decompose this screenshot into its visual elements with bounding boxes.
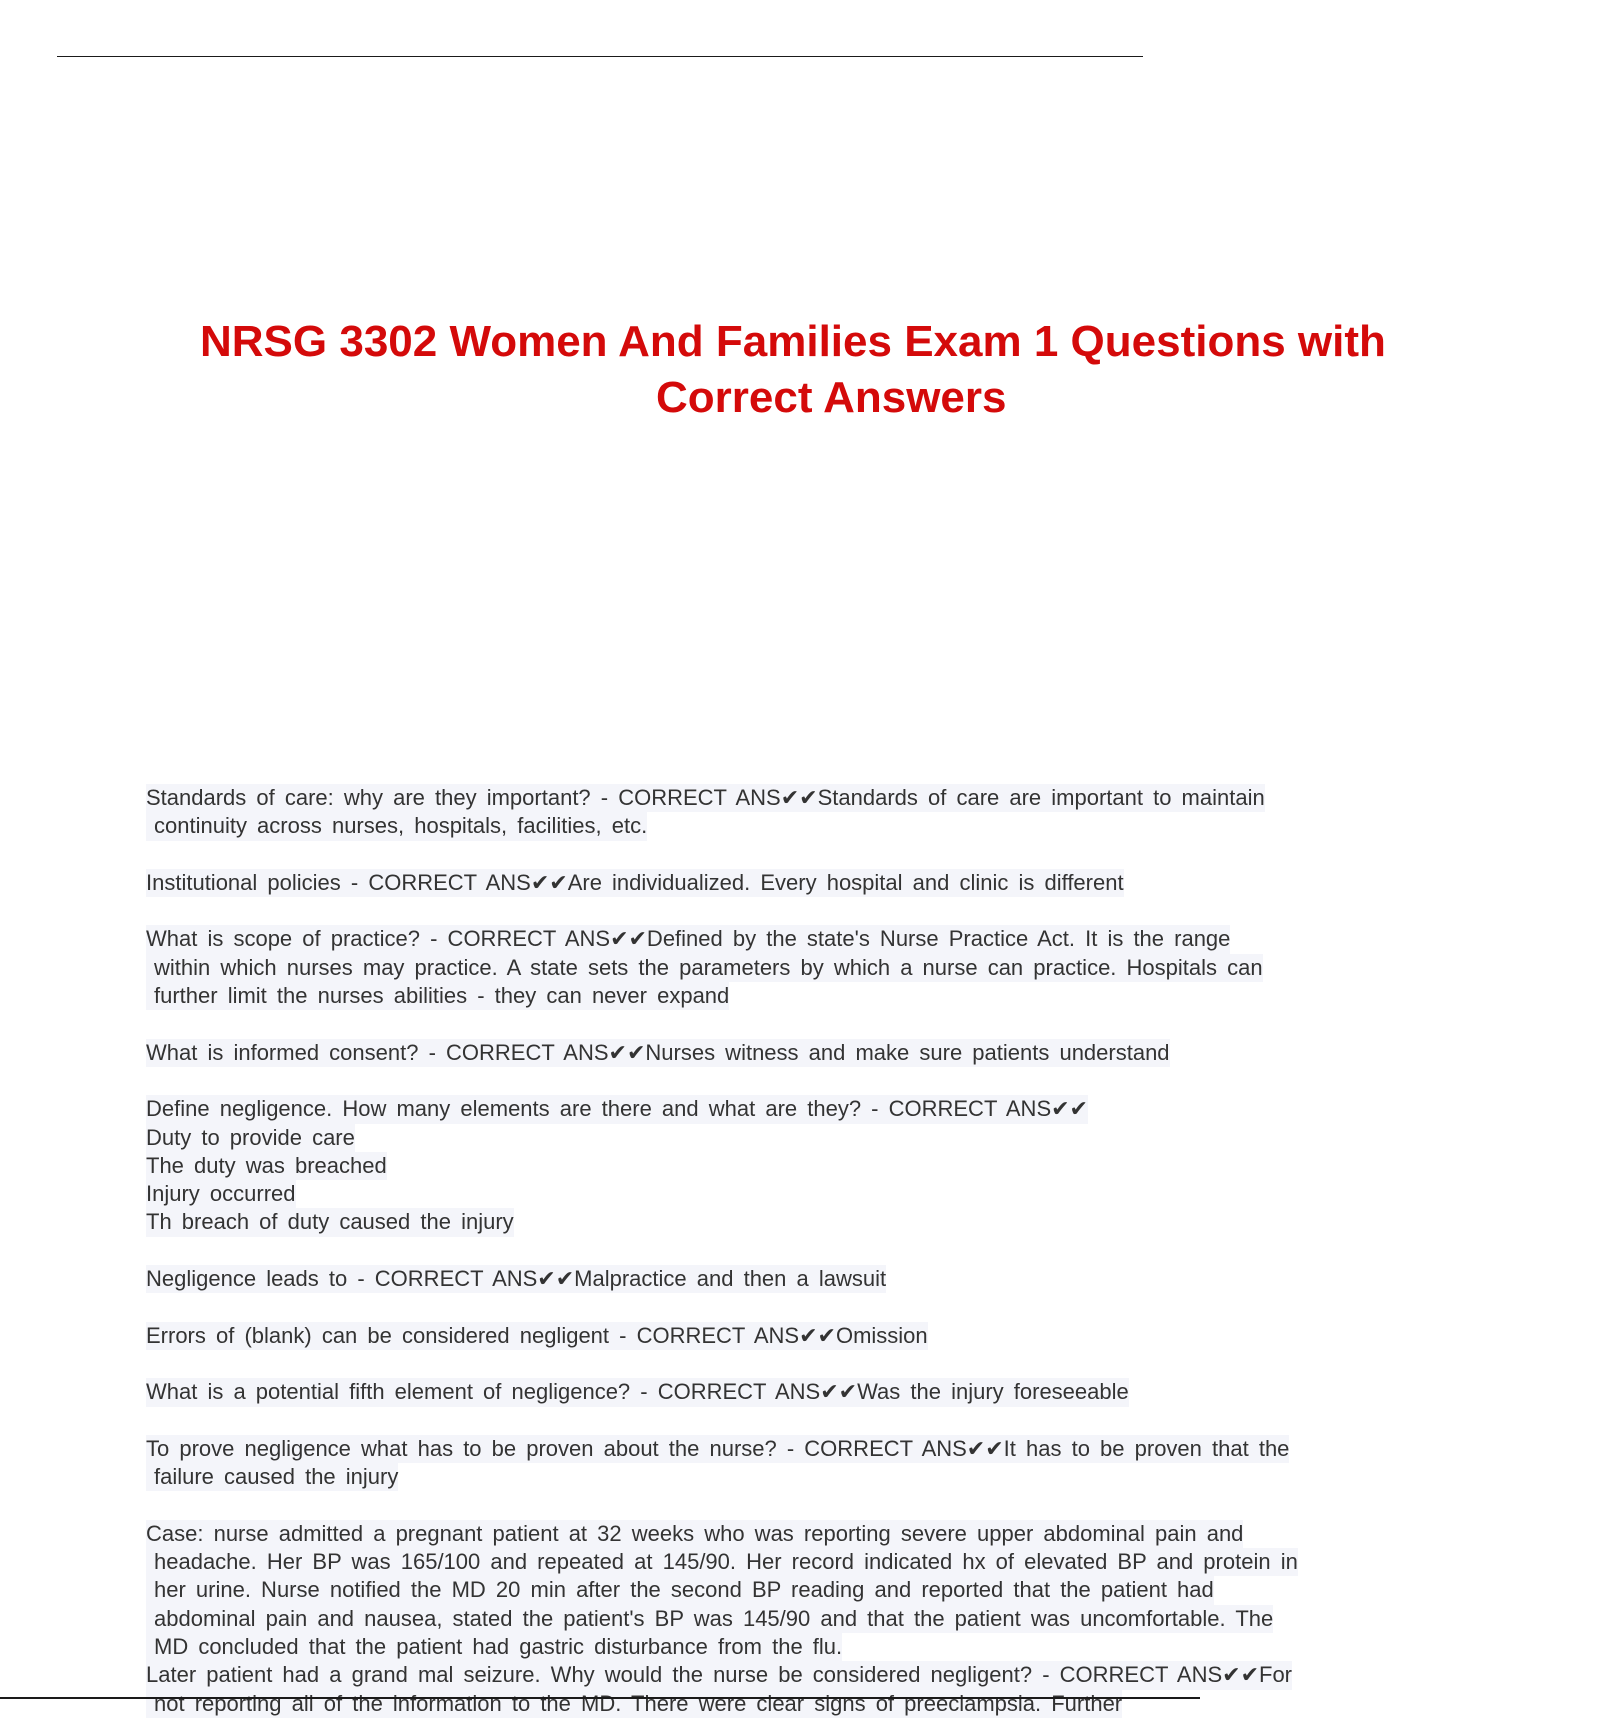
qa-line: within which nurses may practice. A state sets the parameters by which a nurse can practice. Hospitals can	[146, 954, 1263, 982]
qa-entry	[146, 1095, 1546, 1236]
qa-line: MD concluded that the patient had gastric disturbance from the flu.	[146, 1633, 842, 1661]
qa-entry	[146, 1378, 1546, 1406]
qa-line: Th breach of duty caused the injury	[146, 1208, 514, 1236]
qa-entry	[146, 1520, 1546, 1718]
title-line-2: Correct Answers	[656, 373, 1007, 422]
qa-line: What is a potential fifth element of negligence? - CORRECT ANS✔✔Was the injury foreseeable	[146, 1378, 1129, 1406]
document-title	[200, 314, 1600, 426]
qa-entry	[146, 1435, 1546, 1492]
qa-line: Standards of care: why are they important? - CORRECT ANS✔✔Standards of care are important to maintain	[146, 784, 1265, 812]
qa-entry	[146, 1265, 1546, 1293]
qa-line: failure caused the injury	[146, 1463, 398, 1491]
qa-line: The duty was breached	[146, 1152, 387, 1180]
qa-line: Define negligence. How many elements are there and what are they? - CORRECT ANS✔✔	[146, 1095, 1088, 1123]
qa-entry	[146, 925, 1546, 1010]
qa-line: Later patient had a grand mal seizure. Why would the nurse be considered negligent? - CORRECT ANS✔✔For	[146, 1661, 1292, 1689]
footer-rule	[0, 1697, 1200, 1699]
qa-entry	[146, 869, 1546, 897]
qa-line: To prove negligence what has to be proven about the nurse? - CORRECT ANS✔✔It has to be proven that the	[146, 1435, 1289, 1463]
qa-line: Injury occurred	[146, 1180, 296, 1208]
qa-line: Case: nurse admitted a pregnant patient at 32 weeks who was reporting severe upper abdominal pain and	[146, 1520, 1243, 1548]
qa-line: her urine. Nurse notified the MD 20 min after the second BP reading and reported that the patient had	[146, 1576, 1214, 1604]
qa-line: Institutional policies - CORRECT ANS✔✔Are individualized. Every hospital and clinic is different	[146, 869, 1124, 897]
qa-line: continuity across nurses, hospitals, facilities, etc.	[146, 812, 647, 840]
qa-line: Negligence leads to - CORRECT ANS✔✔Malpractice and then a lawsuit	[146, 1265, 886, 1293]
qa-entry	[146, 1322, 1546, 1350]
qa-entry	[146, 1039, 1546, 1067]
header-rule	[57, 56, 1143, 57]
qa-line: Errors of (blank) can be considered negligent - CORRECT ANS✔✔Omission	[146, 1322, 928, 1350]
qa-line: What is scope of practice? - CORRECT ANS✔✔Defined by the state's Nurse Practice Act. It is the range	[146, 925, 1230, 953]
qa-line: not reporting all of the information to the MD. There were clear signs of preeclampsia. Further	[146, 1690, 1122, 1718]
qa-line: headache. Her BP was 165/100 and repeated at 145/90. Her record indicated hx of elevated BP and protein in	[146, 1548, 1298, 1576]
title-line-1: NRSG 3302 Women And Families Exam 1 Questions with	[200, 317, 1386, 366]
qa-line: abdominal pain and nausea, stated the patient's BP was 145/90 and that the patient was uncomfortable. The	[146, 1605, 1273, 1633]
qa-line: Duty to provide care	[146, 1124, 355, 1152]
qa-entry	[146, 784, 1546, 841]
question-answer-list	[146, 784, 1546, 1718]
qa-line: What is informed consent? - CORRECT ANS✔✔Nurses witness and make sure patients understand	[146, 1039, 1170, 1067]
qa-line: further limit the nurses abilities - they can never expand	[146, 982, 729, 1010]
